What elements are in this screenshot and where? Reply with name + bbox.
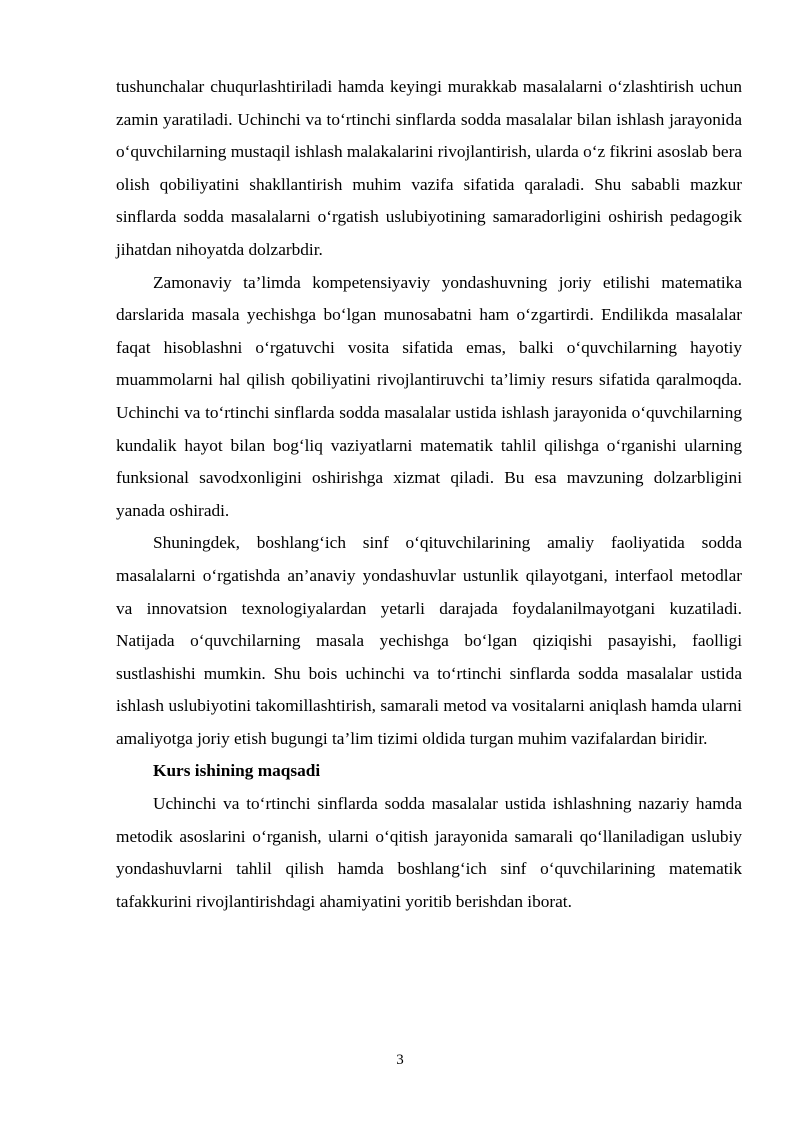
paragraph-practice: Shuningdek, boshlang‘ich sinf o‘qituvchilarining amaliy faoliyatida sodda masalalarni o‘rgatishda an’anaviy yondashuvlar ustunlik qilayotgani, interfaol metodlar va innovatsion texnologiyalardan yetarli darajada foydalanilmayotgani kuzatiladi. Natijada o‘quvchilarning masala yechishga bo‘lgan qiziqishi pasayishi, faolligi sustlashishi mumkin. Shu bois uchinchi va to‘rtinchi sinflarda sodda masalalar ustida ishlash uslubiyotini takomillashtirish, samarali metod va vositalarni aniqlash hamda ularni amaliyotga joriy etish bugungi ta’lim tizimi oldida turgan muhim vazifalardan biridir.	[116, 533, 742, 748]
page-number: 3	[396, 1052, 404, 1068]
paragraph-continuation: tushunchalar chuqurlashtiriladi hamda keyingi murakkab masalalarni o‘zlashtirish uchun zamin yaratiladi. Uchinchi va to‘rtinchi sinflarda sodda masalalar bilan ishlash jarayonida o‘quvchilarning mustaqil ishlash malakalarini rivojlantirish, ularda o‘z fikrini asoslab bera olish qobiliyatini shakllantirish muhim vazifa sifatida qaraladi. Shu sababli mazkur sinflarda sodda masalalarni o‘rgatish uslubiyotining samaradorligini oshirish pedagogik jihatdan nihoyatda dolzarbdir.	[116, 77, 742, 259]
paragraph-goal: Uchinchi va to‘rtinchi sinflarda sodda masalalar ustida ishlashning nazariy hamda metodik asoslarini o‘rganish, ularni o‘qitish jarayonida samarali qo‘llaniladigan uslubiy yondashuvlarni tahlil qilish hamda boshlang‘ich sinf o‘quvchilarining matematik tafakkurini rivojlantirishdagi ahamiyatini yoritib berishdan iborat.	[116, 794, 742, 911]
paragraph-relevance: Zamonaviy ta’limda kompetensiyaviy yondashuvning joriy etilishi matematika darslarida masala yechishga bo‘lgan munosabatni ham o‘zgartirdi. Endilikda masalalar faqat hisoblashni o‘rgatuvchi vosita sifatida emas, balki o‘quvchilarning hayotiy muammolarni hal qilish qobiliyatini rivojlantiruvchi ta’limiy resurs sifatida qaralmoqda. Uchinchi va to‘rtinchi sinflarda sodda masalalar ustida ishlash jarayonida o‘quvchilarning kundalik hayot bilan bog‘liq vaziyatlarni matematik tahlil qilishga o‘rganishi ularning funksional savodxonligini oshirishga xizmat qiladi. Bu esa mavzuning dolzarbligini yanada oshiradi.	[116, 272, 742, 520]
section-heading: Kurs ishining maqsadi	[153, 761, 321, 781]
page-body	[116, 71, 742, 918]
